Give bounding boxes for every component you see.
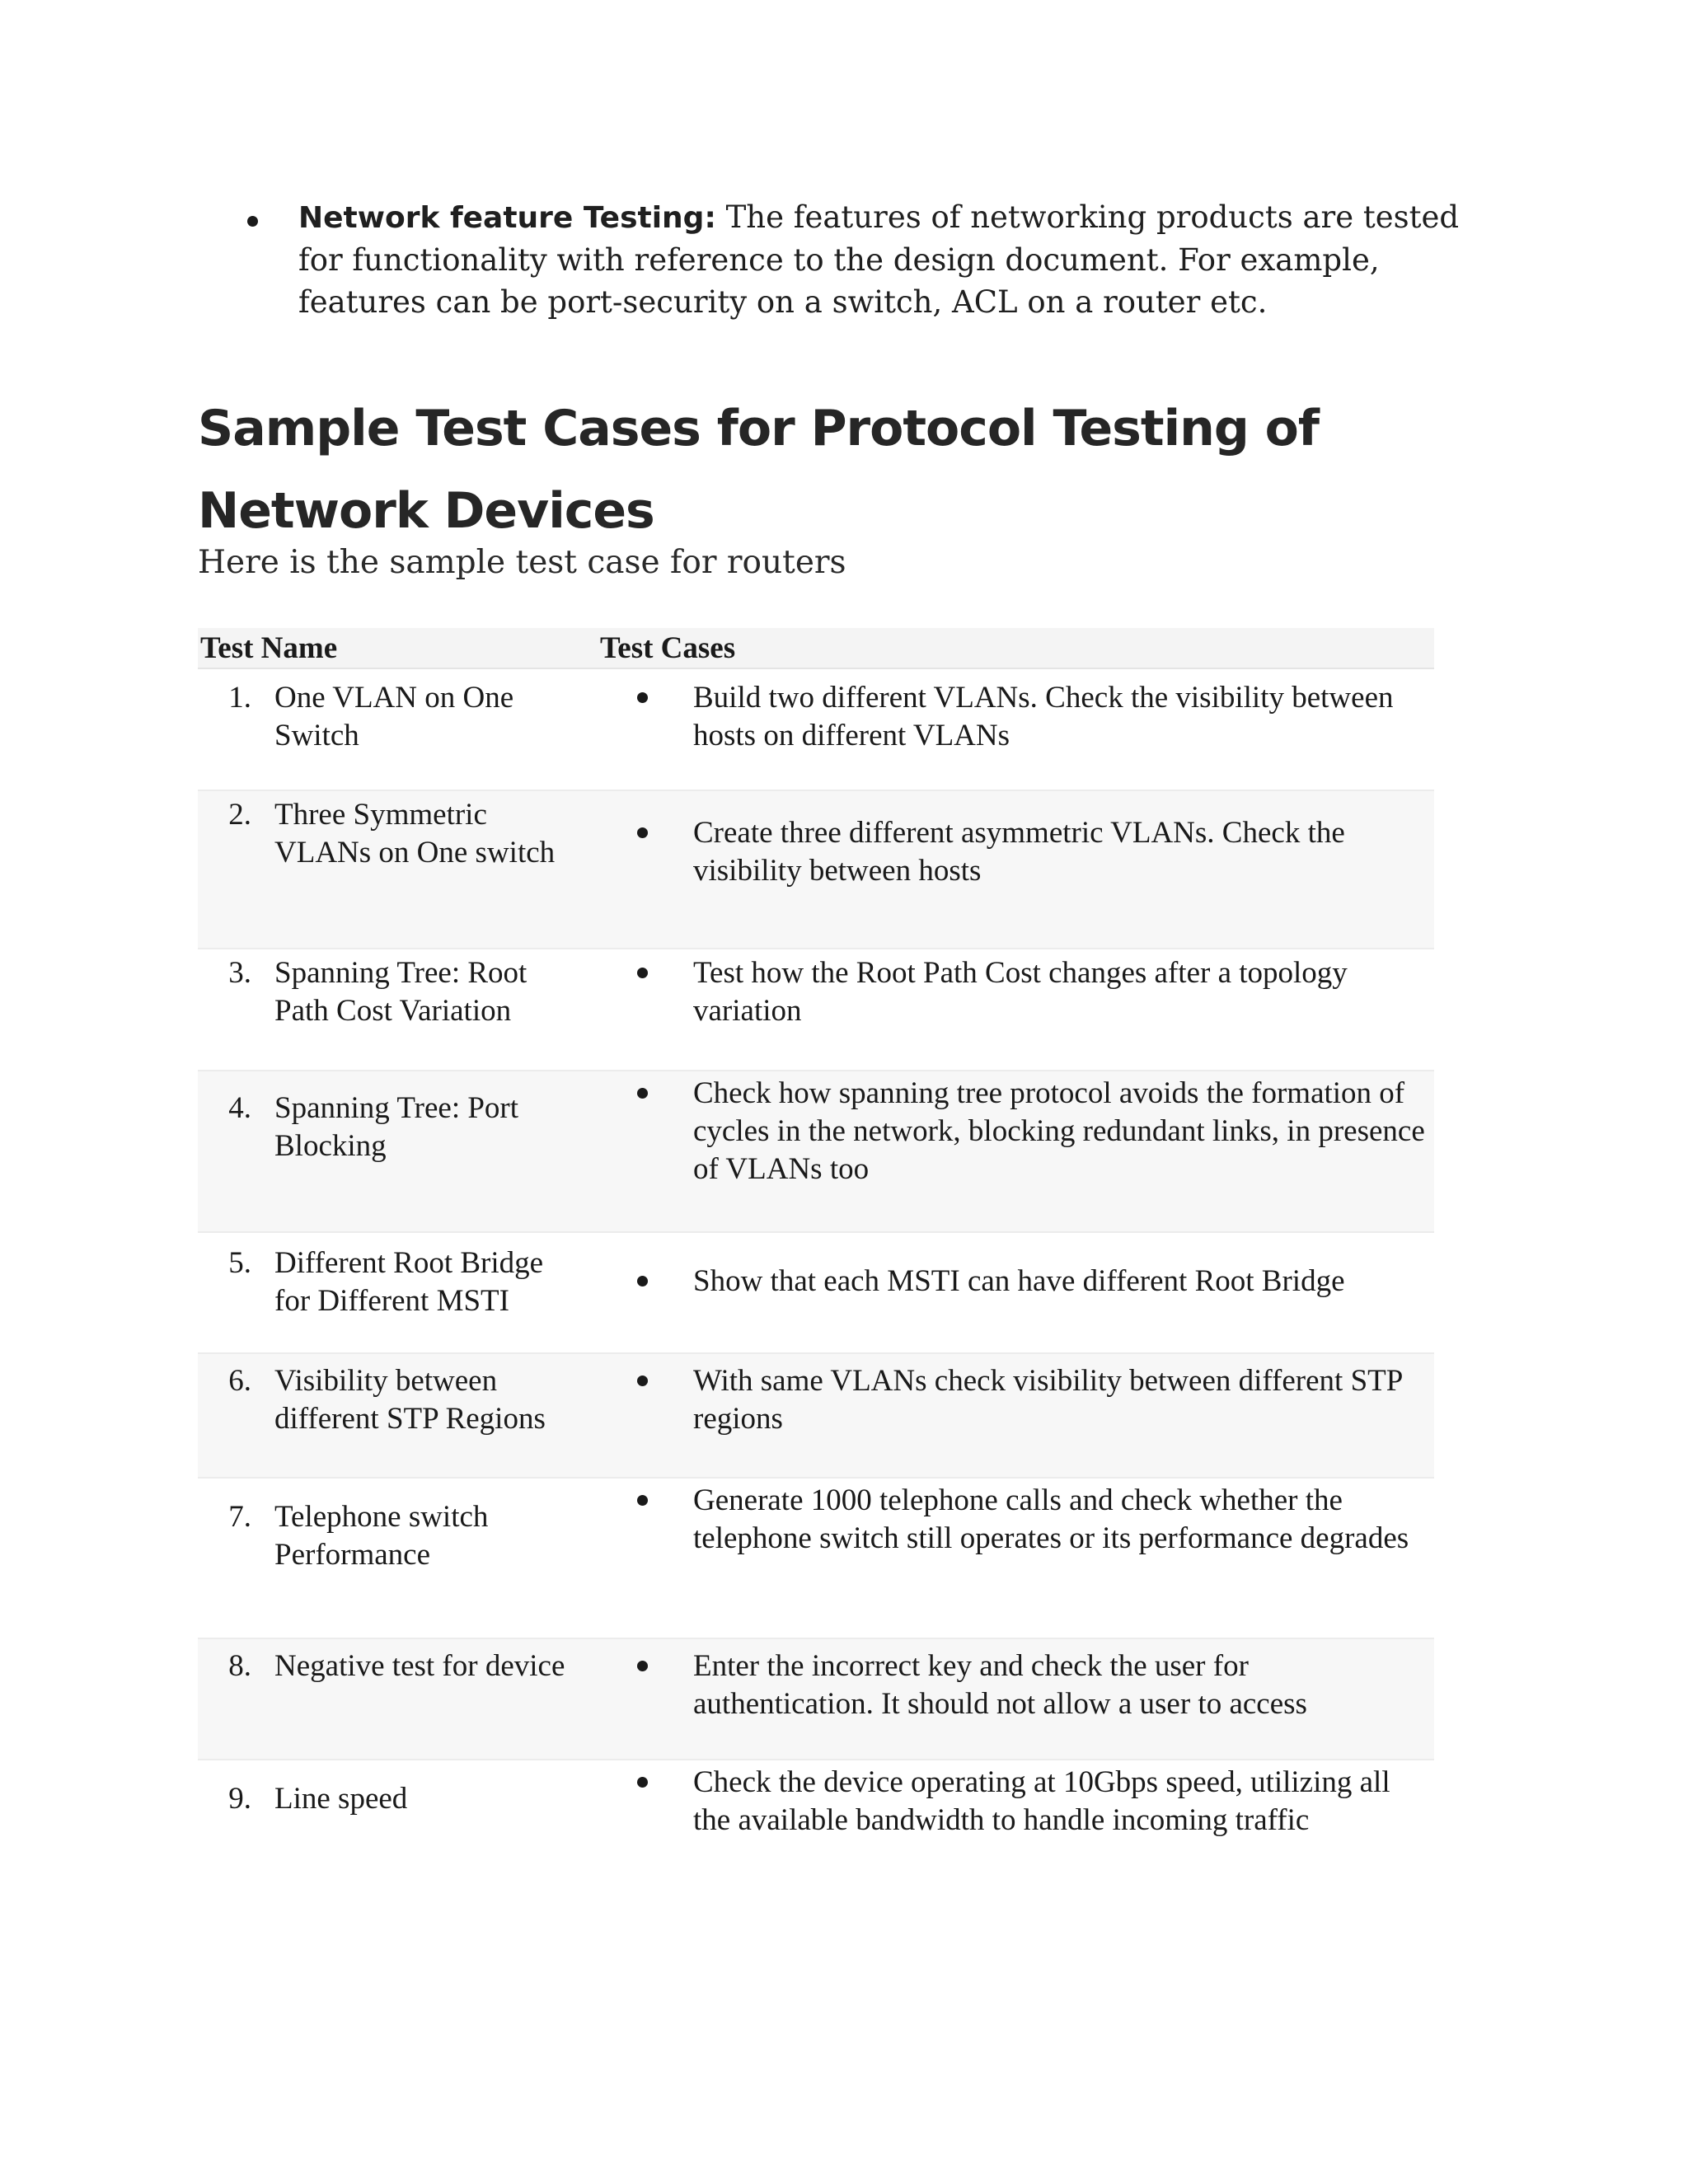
test-name: Spanning Tree: Root Path Cost Variation <box>274 956 528 1028</box>
header-test-name: Test Name <box>198 628 598 668</box>
test-name-cell <box>198 949 598 1071</box>
test-cases-table <box>198 628 1434 1859</box>
table-row <box>198 668 1434 790</box>
test-case-text: Create three different asymmetric VLANs. Check the visibility between hosts <box>693 816 1345 888</box>
test-case-cell <box>598 1232 1434 1353</box>
intro-paragraph <box>298 196 1467 323</box>
test-case-text: Enter the incorrect key and check the user for authentication. It should not allow a user to access <box>693 1649 1307 1721</box>
test-case-cell <box>598 1071 1434 1232</box>
test-name-cell <box>198 1638 598 1760</box>
intro-bullet <box>247 196 1467 323</box>
bullet-icon <box>247 216 258 227</box>
bullet-icon <box>637 1088 648 1099</box>
test-case-cell <box>598 1353 1434 1478</box>
test-name-cell <box>198 790 598 949</box>
test-name-cell <box>198 1353 598 1478</box>
test-case-cell <box>598 1760 1434 1859</box>
test-case-text: Show that each MSTI can have different Root Bridge <box>693 1264 1345 1298</box>
test-name: One VLAN on One Switch <box>274 681 514 752</box>
row-number: 1. <box>228 681 251 715</box>
test-name: Visibility between different STP Regions <box>274 1364 546 1436</box>
intro-description: The features of networking products are tested for functionality with reference to the design document. For example, features can be port-security on a switch, ACL on a router etc. <box>298 199 1460 320</box>
row-number: 7. <box>228 1500 251 1534</box>
row-number: 5. <box>228 1246 251 1280</box>
test-name-cell <box>198 1478 598 1638</box>
table-row <box>198 1760 1434 1859</box>
bullet-icon <box>637 1777 648 1788</box>
page-subtitle: Here is the sample test case for routers <box>198 544 846 581</box>
table-row <box>198 790 1434 949</box>
row-number: 8. <box>228 1649 251 1683</box>
test-name: Negative test for device <box>274 1649 565 1683</box>
test-name-cell <box>198 668 598 790</box>
test-case-cell <box>598 1638 1434 1760</box>
intro-term: Network feature Testing: <box>298 201 716 235</box>
test-case-cell <box>598 790 1434 949</box>
table-row <box>198 1638 1434 1760</box>
header-test-cases: Test Cases <box>598 628 1434 668</box>
bullet-icon <box>637 692 648 703</box>
bullet-icon <box>637 827 648 838</box>
test-case-text: Build two different VLANs. Check the visibility between hosts on different VLANs <box>693 681 1394 752</box>
test-name-cell <box>198 1760 598 1859</box>
table-header-row <box>198 628 1434 668</box>
test-name: Spanning Tree: Port Blocking <box>274 1091 519 1163</box>
test-case-cell <box>598 949 1434 1071</box>
test-name: Line speed <box>274 1782 408 1816</box>
test-case-cell <box>598 668 1434 790</box>
row-number: 2. <box>228 798 251 832</box>
bullet-icon <box>637 968 648 978</box>
test-case-text: Check how spanning tree protocol avoids the formation of cycles in the network, blocking redundant links, in presence of VLANs too <box>693 1076 1425 1186</box>
row-number: 6. <box>228 1364 251 1398</box>
test-case-text: Check the device operating at 10Gbps speed, utilizing all the available bandwidth to handle incoming traffic <box>693 1765 1390 1837</box>
row-number: 4. <box>228 1091 251 1125</box>
test-name: Three Symmetric VLANs on One switch <box>274 798 556 869</box>
test-name-cell <box>198 1232 598 1353</box>
test-case-cell <box>598 1478 1434 1638</box>
page-title: Sample Test Cases for Protocol Testing of Network Devices <box>198 400 1320 540</box>
table-row <box>198 1478 1434 1638</box>
test-name: Different Root Bridge for Different MSTI <box>274 1246 544 1318</box>
bullet-icon <box>637 1661 648 1671</box>
bullet-icon <box>637 1276 648 1286</box>
test-case-text: Test how the Root Path Cost changes after a topology variation <box>693 956 1348 1028</box>
bullet-icon <box>637 1376 648 1386</box>
table-row <box>198 1353 1434 1478</box>
test-name-cell <box>198 1071 598 1232</box>
table-row <box>198 1232 1434 1353</box>
bullet-icon <box>637 1495 648 1506</box>
table-row <box>198 949 1434 1071</box>
test-case-text: With same VLANs check visibility between different STP regions <box>693 1364 1402 1436</box>
test-name: Telephone switch Performance <box>274 1500 489 1572</box>
row-number: 3. <box>228 956 251 990</box>
test-case-text: Generate 1000 telephone calls and check whether the telephone switch still operates or its performance degrades <box>693 1483 1409 1555</box>
row-number: 9. <box>228 1782 251 1816</box>
table-row <box>198 1071 1434 1232</box>
